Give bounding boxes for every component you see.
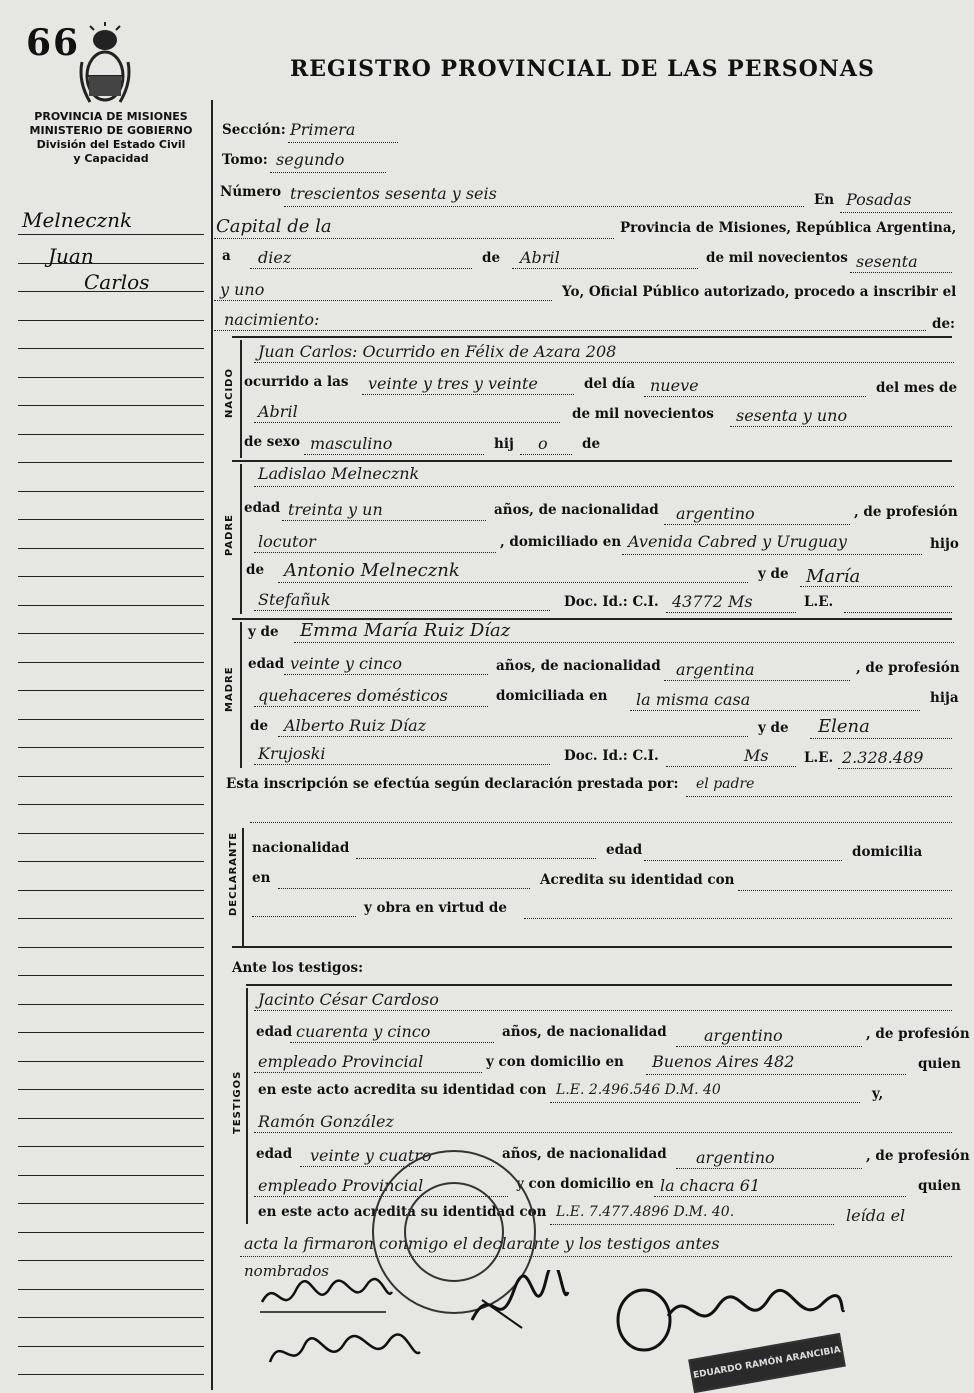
t1-nombre: Jacinto César Cardoso [258,990,439,1009]
en-value: Posadas [846,190,912,209]
page-number: 66 [26,22,81,64]
margin-rule-line [18,405,204,406]
madre-edad-label: edad [248,656,285,672]
madre-doc: Ms [744,746,769,765]
margin-surname: Melnecznk [22,208,133,232]
madre-padre-de: Alberto Ruiz Díaz [284,716,427,735]
mil-nacido-label: de mil novecientos [572,406,714,422]
t2-nombre: Ramón González [258,1112,394,1131]
nacido-nombre: Juan Carlos: Ocurrido en Félix de Azara 208 [258,342,617,361]
madre-nombre: Emma María Ruiz Díaz [300,620,511,641]
margin-rule-line [18,1203,204,1204]
hora-value: veinte y tres y veinte [368,374,538,393]
t1-y-label: y, [872,1086,884,1102]
madre-y-de2-label: y de [758,720,789,736]
madre-y-de-label: y de [248,624,279,640]
t1-quien-label: quien [918,1056,961,1072]
column-divider [211,100,213,1390]
margin-rule-line [18,719,204,720]
ministry-line: División del Estado Civil [36,138,186,151]
padre-domicilio: Avenida Cabred y Uruguay [628,532,847,551]
signature-testigo-2 [264,1326,424,1376]
margin-rule-line [18,1061,204,1062]
padre-prof-label: , de profesión [854,504,958,520]
anio2-value: y uno [220,280,265,299]
t2-nac: argentino [696,1148,775,1167]
mes-value: Abril [520,248,560,267]
ministry-line: MINISTERIO DE GOBIERNO [29,124,193,137]
margin-rule-line [18,776,204,777]
en-label: En [814,192,835,208]
ministry-line: y Capacidad [73,152,149,165]
sexo-value: masculino [310,434,393,453]
margin-column [18,186,208,1390]
anio1-value: sesenta [856,252,918,271]
madre-dom-label: domiciliada en [496,688,608,704]
madre-le-label: L.E. [804,750,834,766]
ocurrido-label: ocurrido a las [244,374,349,390]
t2-edad: veinte y cuatro [310,1146,432,1165]
margin-rule-line [18,1175,204,1176]
cierre-line-1: acta la firmaron conmigo el declarante y los testigos antes [244,1234,720,1253]
leida-value: leída el [846,1206,906,1225]
padre-profesion: locutor [258,532,316,551]
padre-nombre: Ladislao Melnecznk [258,464,420,483]
madre-profesion: quehaceres domésticos [258,686,448,705]
signature-declarante [256,1272,396,1322]
t1-acredita-label: en este acto acredita su identidad con [258,1082,547,1098]
t2-edad-label: edad [256,1146,293,1162]
t1-dom: Buenos Aires 482 [652,1052,795,1071]
margin-rule-line [18,975,204,976]
t2-dom: la chacra 61 [660,1176,761,1195]
mes-nacido-value: Abril [258,402,298,421]
madre-edad: veinte y cinco [290,654,403,673]
margin-rule-line [18,690,204,691]
margin-rule-line [18,1089,204,1090]
t2-doc: L.E. 7.477.4896 D.M. 40. [556,1204,735,1220]
margin-rule-line [18,1146,204,1147]
margin-rule-line [18,1346,204,1347]
t1-prof-label: , de profesión [866,1026,970,1042]
margin-rule-line [18,576,204,577]
provincia-label: Provincia de Misiones, República Argentina, [620,220,957,236]
tomo-value: segundo [276,150,345,169]
margin-rule-line [18,377,204,378]
margin-rule-line [18,462,204,463]
de-label: de [482,250,501,266]
madre-le: 2.328.489 [842,748,924,767]
t2-prof-label: , de profesión [866,1148,970,1164]
padre-edad: treinta y un [288,500,383,519]
margin-rule-line [18,1232,204,1233]
t1-dom-label: y con domicilio en [486,1054,624,1070]
dia-nacido-value: nueve [650,376,699,395]
margin-rule-line [18,947,204,948]
section-nacido: NACIDO [224,368,235,418]
margin-rule-line [18,1032,204,1033]
sexo-label: de sexo [244,434,300,450]
margin-rule-line [18,491,204,492]
madre-prof-label: , de profesión [856,660,960,676]
decl-en-label: en [252,870,271,886]
t1-prof: empleado Provincial [258,1052,424,1071]
margin-rule-line [18,348,204,349]
official-seal-inner [404,1182,504,1282]
margin-rule-line [18,633,204,634]
numero-value: trescientos sesenta y seis [290,184,497,203]
padre-hijo-label: hijo [930,536,959,552]
madre-hija-label: hija [930,690,959,706]
t1-edad: cuarenta y cinco [296,1022,431,1041]
margin-rule-line [18,1317,204,1318]
margin-name-2: Carlos [84,270,150,294]
mil-label: de mil novecientos [706,250,848,266]
officer-name-stamp-text: EDUARDO RAMÓN ARANCIBIA [692,1345,842,1381]
tomo-label: Tomo: [222,152,268,168]
padre-edad-label: edad [244,500,281,516]
madre-domicilio: la misma casa [636,690,751,709]
t2-quien-label: quien [918,1178,961,1194]
inscripcion-label: Esta inscripción se efectúa según declaración prestada por: [226,776,679,792]
section-padre: PADRE [224,514,235,556]
decl-obra-label: y obra en virtud de [364,900,507,916]
anio-nacido-value: sesenta y uno [736,406,848,425]
madre-de-label: de [250,718,269,734]
decl-nac-label: nacionalidad [252,840,350,856]
madre-madre-de-2: Krujoski [258,744,326,763]
t1-doc: L.E. 2.496.546 D.M. 40 [556,1082,721,1098]
margin-rule-line [18,1260,204,1261]
coat-of-arms-icon [76,22,134,106]
section-madre: MADRE [224,666,235,712]
acta-tipo-value: nacimiento: [224,310,320,329]
margin-rule-line [18,747,204,748]
t1-edad-label: edad [256,1024,293,1040]
decl-dom-label: domicilia [852,844,923,860]
margin-rule-line [18,1004,204,1005]
ante-testigos-label: Ante los testigos: [232,960,364,976]
numero-label: Número [220,184,282,200]
margin-rule-line [18,918,204,919]
margin-rule-line [18,861,204,862]
t1-nac-label: años, de nacionalidad [502,1024,667,1040]
padre-padre-de: Antonio Melnecznk [284,560,460,581]
hij-suffix: o [538,434,548,453]
padre-de-label: de [246,562,265,578]
oficial-label: Yo, Oficial Público autorizado, procedo a inscribir el [562,284,957,300]
margin-rule-line [18,234,204,235]
margin-rule-line [18,605,204,606]
ministry-heading [14,110,208,166]
padre-doc-label: Doc. Id.: C.I. [564,594,659,610]
padre-nac-label: años, de nacionalidad [494,502,659,518]
de-colon-label: de: [932,316,956,332]
capital-value: Capital de la [216,216,332,237]
seccion-label: Sección: [222,122,286,138]
dia-value: diez [258,248,292,267]
t1-nac: argentino [704,1026,783,1045]
padre-madre-de-1: María [806,566,861,587]
margin-rule-line [18,320,204,321]
section-testigos: TESTIGOS [232,1070,243,1134]
t2-acredita-label: en este acto acredita su identidad con [258,1204,547,1220]
margin-rule-line [18,548,204,549]
margin-rule-line [18,1289,204,1290]
padre-nacionalidad: argentino [676,504,755,523]
margin-rule-line [18,263,204,264]
padre-y-de-label: y de [758,566,789,582]
a-label: a [222,248,231,264]
document-title: REGISTRO PROVINCIAL DE LAS PERSONAS [290,56,875,82]
decl-acredita-label: Acredita su identidad con [540,872,735,888]
margin-rule-line [18,662,204,663]
margin-rule-line [18,804,204,805]
t2-dom-label: y con domicilio en [516,1176,654,1192]
margin-rule-line [18,434,204,435]
padre-dom-label: , domiciliado en [500,534,622,550]
madre-doc-label: Doc. Id.: C.I. [564,748,659,764]
hij-label: hij [494,436,514,452]
margin-rule-line [18,833,204,834]
section-declarante: DECLARANTE [228,831,239,916]
madre-madre-de-1: Elena [818,716,870,737]
del-dia-label: del día [584,376,636,392]
margin-rule-line [18,1374,204,1375]
padre-le-label: L.E. [804,594,834,610]
padre-doc: 43772 Ms [672,592,753,611]
t2-prof: empleado Provincial [258,1176,424,1195]
cierre-line-2: nombrados [244,1262,329,1280]
signature-testigo-1 [462,1270,572,1340]
margin-rule-line [18,519,204,520]
margin-name-1: Juan [48,244,94,268]
decl-edad-label: edad [606,842,643,858]
t2-nac-label: años, de nacionalidad [502,1146,667,1162]
margin-rule-line [18,890,204,891]
madre-nacionalidad: argentina [676,660,755,679]
declarante-por: el padre [696,776,755,792]
padre-madre-de-2: Stefañuk [258,590,331,609]
hij-de-label: de [582,436,601,452]
ministry-line: PROVINCIA DE MISIONES [34,110,188,123]
seccion-value: Primera [290,120,356,139]
del-mes-label: del mes de [876,380,958,396]
madre-nac-label: años, de nacionalidad [496,658,661,674]
margin-rule-line [18,1118,204,1119]
